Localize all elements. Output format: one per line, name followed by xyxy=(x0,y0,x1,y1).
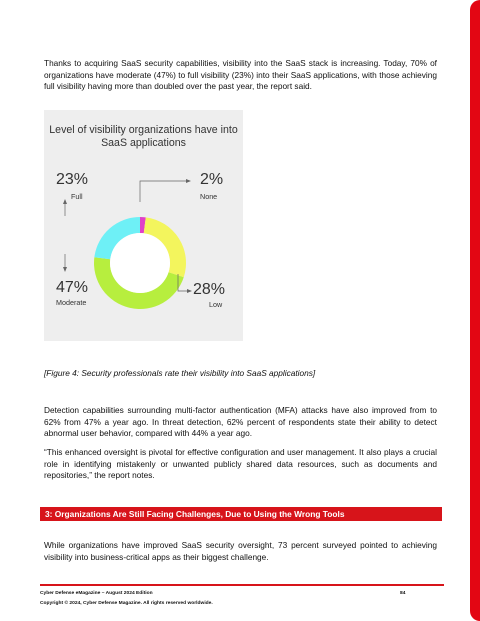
page-edge-bar xyxy=(470,0,480,621)
section-heading: 3: Organizations Are Still Facing Challenges, Due to Using the Wrong Tools xyxy=(40,507,442,521)
paragraph-detection: Detection capabilities surrounding multi-factor authentication (MFA) attacks have also improved from to 62% from 47% a year ago. In threat detection, 62% percent of respondents state their ability to detect abnormal user behavior, compared with 44% a year ago. xyxy=(44,405,437,439)
slice-label-low: Low xyxy=(209,300,223,309)
slice-label-moderate: Moderate xyxy=(56,298,87,307)
footer-magazine-edition: Cyber Defense eMagazine – August 2024 Edition xyxy=(40,591,153,596)
arrow-full xyxy=(63,199,67,204)
footer-copyright: Copyright © 2024, Cyber Defense Magazine. All rights reserved worldwide. xyxy=(40,601,213,606)
donut-hole xyxy=(110,233,170,293)
slice-value-full: 23% xyxy=(56,171,89,188)
slice-value-low: 28% xyxy=(193,281,226,298)
leader-line-none xyxy=(140,181,188,202)
paragraph-quote: “This enhanced oversight is pivotal for effective configuration and user management. It also plays a crucial role in identifying mistakenly or unwanted publicly shared data resources, such as documents and repositories,” the report notes. xyxy=(44,447,437,481)
figure-caption: [Figure 4: Security professionals rate their visibility into SaaS applications] xyxy=(44,368,316,378)
slice-label-full: Full xyxy=(71,192,83,201)
chart-title: Level of visibility organizations have into SaaS applications xyxy=(49,124,238,149)
arrow-low xyxy=(187,289,192,293)
arrow-moderate xyxy=(63,267,67,272)
arrow-none xyxy=(186,179,191,183)
paragraph-challenges: While organizations have improved SaaS security oversight, 73 percent surveyed pointed to achieving visibility into business-critical apps as their biggest challenge. xyxy=(44,540,437,562)
slice-value-moderate: 47% xyxy=(56,279,89,296)
page-number: 84 xyxy=(400,591,406,596)
visibility-chart xyxy=(44,110,243,341)
slice-label-none: None xyxy=(200,192,218,201)
footer-divider xyxy=(40,584,444,586)
paragraph-visibility: Thanks to acquiring SaaS security capabilities, visibility into the SaaS stack is increasing. Today, 70% of organizations have moderate (47%) to full visibility (23%) into their SaaS applications, with those achieving full visibility having more than doubled over the past year, the report said. xyxy=(44,58,437,92)
donut-ring xyxy=(94,217,186,309)
slice-value-none: 2% xyxy=(200,171,224,188)
